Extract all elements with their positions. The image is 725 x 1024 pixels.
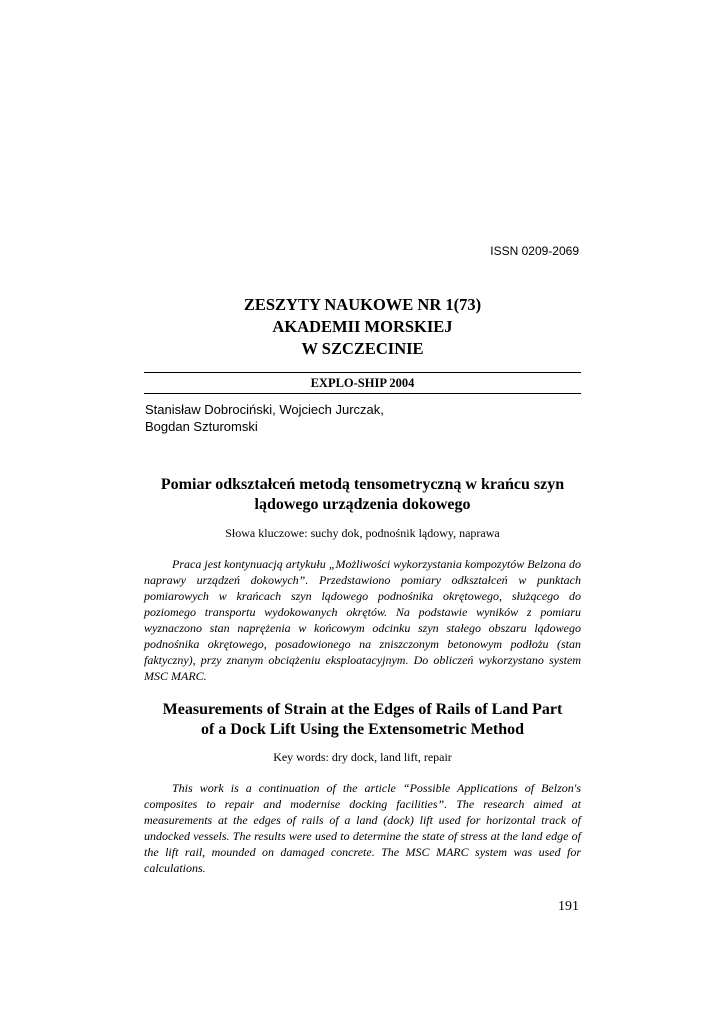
english-title xyxy=(144,700,581,740)
top-rule xyxy=(144,372,581,373)
english-title-line: of a Dock Lift Using the Extensometric Method xyxy=(200,721,525,738)
journal-title-line: AKADEMII MORSKIEJ xyxy=(272,317,453,336)
issn-number: ISSN 0209-2069 xyxy=(490,244,579,258)
conference-name: EXPLO-SHIP 2004 xyxy=(310,376,415,390)
journal-title-line: ZESZYTY NAUKOWE NR 1(73) xyxy=(243,295,482,314)
polish-title-line: lądowego urządzenia dokowego xyxy=(254,496,471,513)
authors xyxy=(145,401,384,435)
polish-keywords: Słowa kluczowe: suchy dok, podnośnik lądowy, naprawa xyxy=(225,526,500,540)
polish-abstract: Praca jest kontynuacją artykułu „Możliwości wykorzystania kompozytów Belzona do naprawy urządzeń dokowych”. Przedstawiono pomiary odkształceń w punktach pomiarowych w krańcach szyn lądowego podnośnika okrętowego, służącego do poziomego transportu wydokowanych okrętów. Na podstawie wyników z pomiaru wyznaczono stan naprężenia w końcowym odcinku szyn stałego obszaru lądowego podnośnika okrętowego, posadowionego na zniszczonym betonowym podłożu (stan faktyczny), przy znanym obciążeniu eksploatacyjnym. Do obliczeń wykorzystano system MSC MARC. xyxy=(144,557,581,683)
page-number: 191 xyxy=(558,899,579,914)
english-title-line: Measurements of Strain at the Edges of Rails of Land Part xyxy=(162,701,563,718)
journal-title xyxy=(0,294,725,360)
journal-title-line: W SZCZECINIE xyxy=(301,339,424,358)
polish-title-line: Pomiar odkształceń metodą tensometryczną w krańcu szyn xyxy=(160,476,565,493)
authors-line: Stanisław Dobrociński, Wojciech Jurczak, xyxy=(145,402,384,417)
english-keywords: Key words: dry dock, land lift, repair xyxy=(273,750,452,764)
english-abstract: This work is a continuation of the article “Possible Applications of Belzon's composites to repair and modernise docking facilities”. The research aimed at measurements at the edges of rails of a land (dock) lift used for horizontal track of undocked vessels. The results were used to determine the state of stress at the land edge of the lift rail, mounded on damaged concrete. The MSC MARC system was used for calculations. xyxy=(144,781,581,875)
polish-title xyxy=(144,475,581,515)
authors-line: Bogdan Szturomski xyxy=(145,419,258,434)
bottom-rule xyxy=(144,393,581,394)
